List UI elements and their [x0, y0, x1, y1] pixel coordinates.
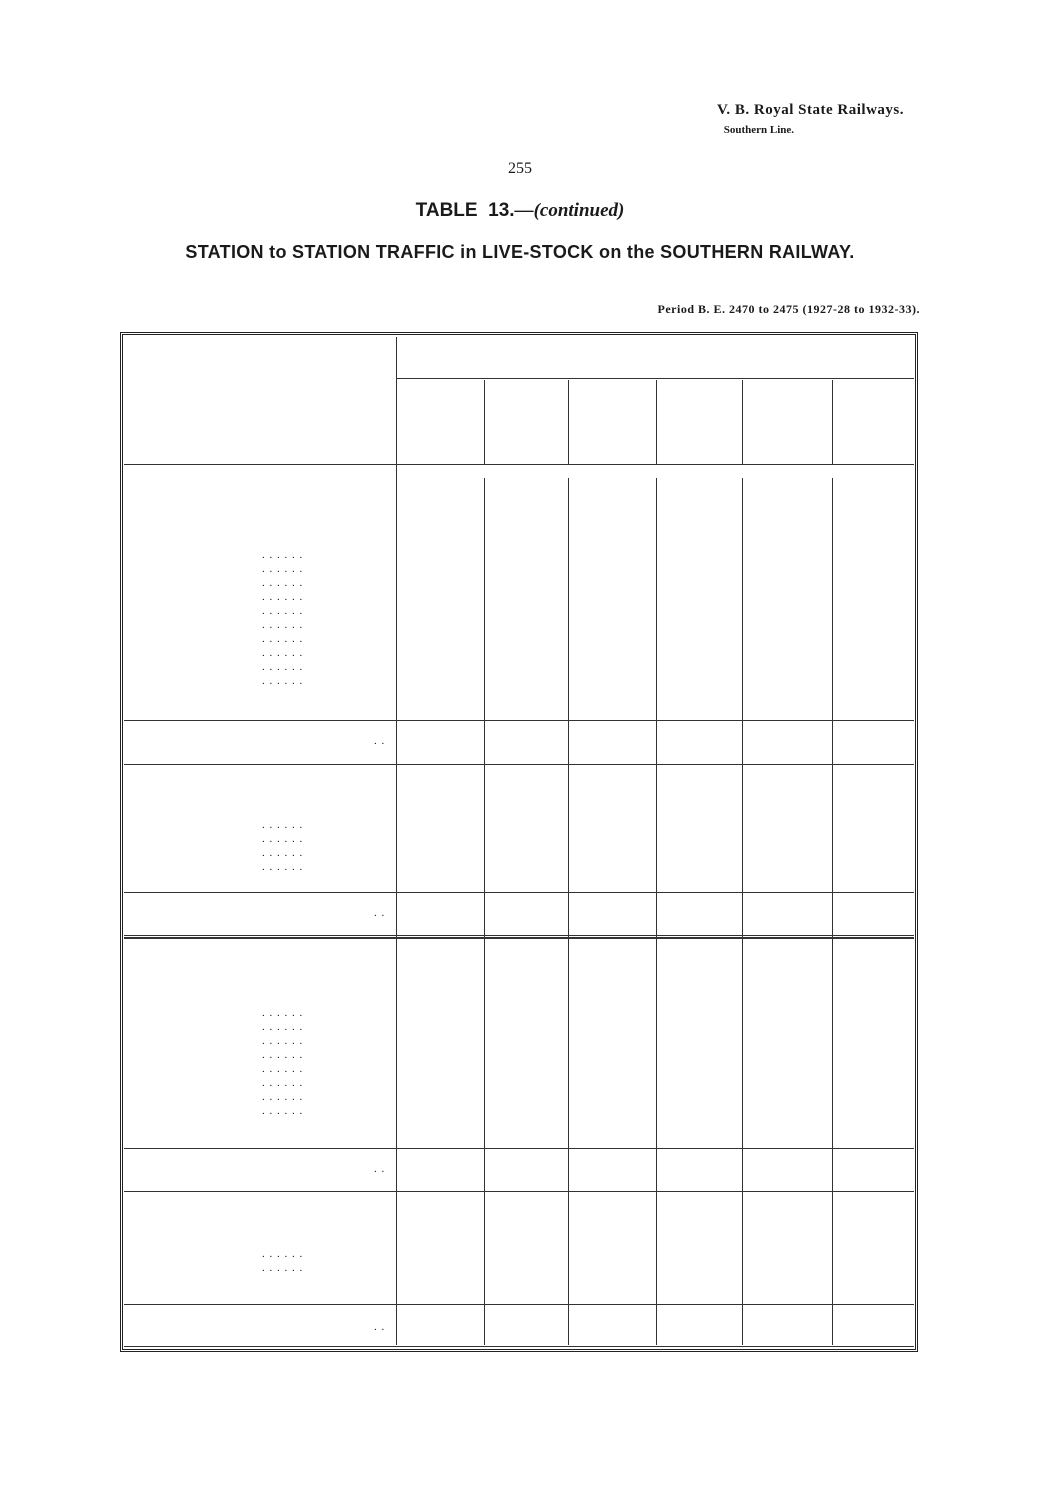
section-divider — [124, 937, 914, 939]
leader-dots: . . . . . . — [262, 1007, 304, 1019]
total-bottom-rule — [124, 1191, 914, 1192]
total-bottom-rule — [124, 764, 914, 765]
leader-dots: . . . . . . — [262, 1105, 304, 1117]
leader-dots: . . . . . . — [262, 591, 304, 603]
leader-dots: . . . . . . — [262, 847, 304, 859]
leader-dots: . . . . . . — [262, 661, 304, 673]
leader-dots: . . . . . . — [262, 577, 304, 589]
leader-dots: . . . . . . — [262, 1063, 304, 1075]
year-column-divider — [656, 380, 657, 464]
leader-dots: . . . . . . — [262, 819, 304, 831]
leader-dots: . . . . . . — [262, 605, 304, 617]
leader-dots: . . . . . . — [262, 1021, 304, 1033]
leader-dots: . . — [374, 1321, 386, 1333]
header-bottom-rule — [124, 464, 914, 465]
total-bottom-rule — [124, 935, 914, 936]
total-top-rule — [124, 720, 914, 721]
leader-dots: . . . . . . — [262, 1049, 304, 1061]
leader-dots: . . . . . . — [262, 633, 304, 645]
total-top-rule — [124, 1148, 914, 1149]
year-column-divider — [484, 380, 485, 464]
period-caption: Period B. E. 2470 to 2475 (1927-28 to 1932-33). — [657, 302, 920, 316]
station-column-divider — [396, 337, 397, 1345]
year-column-divider — [484, 478, 485, 1345]
year-header-rule — [396, 378, 914, 379]
year-column-divider — [742, 380, 743, 464]
leader-dots: . . . . . . — [262, 1077, 304, 1089]
line-name: Southern Line. — [723, 124, 794, 136]
page-title: STATION to STATION TRAFFIC in LIVE-STOCK on the SOUTHERN RAILWAY. — [185, 242, 855, 262]
page-number: 255 — [508, 160, 532, 177]
leader-dots: . . . . . . — [262, 549, 304, 561]
year-column-divider — [568, 380, 569, 464]
table-word: TABLE — [415, 200, 478, 221]
leader-dots: . . . . . . — [262, 861, 304, 873]
year-column-divider — [568, 478, 569, 1345]
leader-dots: . . . . . . — [262, 675, 304, 687]
leader-dots: . . . . . . — [262, 647, 304, 659]
table-number: 13. — [488, 200, 515, 221]
leader-dots: . . . . . . — [262, 619, 304, 631]
table-frame — [120, 332, 918, 1352]
leader-dots: . . . . . . — [262, 1262, 304, 1274]
leader-dots: . . . . . . — [262, 1248, 304, 1260]
table-label — [0, 200, 1040, 222]
total-top-rule — [124, 1304, 914, 1305]
year-column-divider — [832, 478, 833, 1345]
year-column-divider — [832, 380, 833, 464]
year-column-divider — [742, 478, 743, 1345]
leader-dots: . . . . . . — [262, 1035, 304, 1047]
table-continued: —(continued) — [514, 200, 625, 221]
leader-dots: . . — [374, 907, 386, 919]
leader-dots: . . . . . . — [262, 833, 304, 845]
leader-dots: . . — [374, 735, 386, 747]
total-bottom-rule — [124, 1346, 914, 1347]
leader-dots: . . — [374, 1163, 386, 1175]
year-column-divider — [656, 478, 657, 1345]
leader-dots: . . . . . . — [262, 1091, 304, 1103]
leader-dots: . . . . . . — [262, 563, 304, 575]
total-top-rule — [124, 892, 914, 893]
railway-name: V. B. Royal State Railways. — [717, 102, 904, 118]
